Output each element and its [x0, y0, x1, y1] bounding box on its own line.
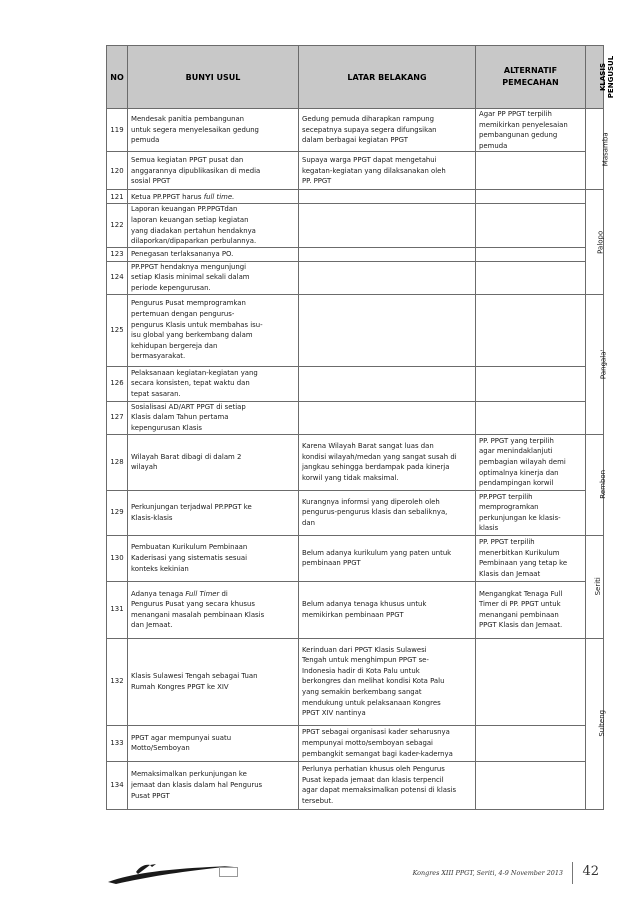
latar-belakang-cell	[299, 294, 476, 366]
bunyi-usul-cell: Pengurus Pusat memprogramkan pertemuan dengan pengurus- pengurus Klasis untuk membahas isu- isu global yang berkembang dalam kehidupan bergereja dan bermasyarakat.	[128, 294, 299, 366]
page-number: 42	[582, 864, 599, 879]
footer-box	[219, 867, 238, 877]
klasis-cell-palopo: Palopo	[586, 190, 604, 294]
table-row	[107, 761, 604, 809]
bunyi-usul-cell: Mendesak panitia pembangunan untuk segera menyelesaikan gedung pemuda	[128, 109, 299, 152]
row-number: 121	[107, 190, 128, 204]
row-number: 122	[107, 204, 128, 247]
bunyi-usul-cell: Perkunjungan terjadwal PP.PPGT ke Klasis-klasis	[128, 490, 299, 535]
table-row	[107, 190, 604, 204]
bunyi-usul-cell: Pembuatan Kurikulum Pembinaan Kaderisasi yang sistematis sesuai konteks kekinian	[128, 535, 299, 581]
latar-belakang-cell: Belum adanya kurikulum yang paten untuk pembinaan PPGT	[299, 535, 476, 581]
alternatif-cell	[476, 638, 586, 725]
bunyi-usul-cell: Adanya tenaga Full Timer di Pengurus Pusat yang secara khusus menangani masalah pembinaan Klasis dan Jemaat.	[128, 581, 299, 638]
alternatif-cell: PP.PPGT terpilih memprogramkan perkunjungan ke klasis- klasis	[476, 490, 586, 535]
klasis-cell-pangala: Pangala'	[586, 294, 604, 434]
proposal-table	[106, 45, 616, 810]
table-row	[107, 581, 604, 638]
row-number: 129	[107, 490, 128, 535]
header-klasis-pengusul: KLASIS PENGUSUL	[586, 46, 604, 109]
klasis-cell-rembon: Rembon	[586, 434, 604, 535]
row-number: 124	[107, 261, 128, 294]
table-row	[107, 294, 604, 366]
latar-belakang-cell	[299, 247, 476, 261]
alternatif-cell: Mengangkat Tenaga Full Timer di PP. PPGT untuk menangani pembinaan PPGT Klasis dan Jemaat.	[476, 581, 586, 638]
bunyi-usul-cell: Sosialisasi AD/ART PPGT di setiap Klasis dalam Tahun pertama kepengurusan Klasis	[128, 401, 299, 434]
latar-belakang-cell	[299, 401, 476, 434]
footer-caption: Kongres XIII PPGT, Seriti, 4-9 November 2013	[412, 869, 563, 877]
header-bunyi-usul: BUNYI USUL	[128, 46, 299, 109]
klasis-cell-seriti: Seriti	[586, 535, 604, 638]
header-alternatif-pemecahan: ALTERNATIF PEMECAHAN	[476, 46, 586, 109]
table-row	[107, 109, 604, 152]
klasis-cell-masamba: Masamba	[586, 109, 604, 190]
table-row	[107, 535, 604, 581]
alternatif-cell	[476, 366, 586, 401]
row-number: 133	[107, 725, 128, 761]
latar-belakang-cell: PPGT sebagai organisasi kader seharusnya mempunyai motto/semboyan sebagai pembangkit semangat bagi kader-kadernya	[299, 725, 476, 761]
table-row	[107, 204, 604, 247]
bunyi-usul-cell: Semua kegiatan PPGT pusat dan anggarannya dipublikasikan di media sosial PPGT	[128, 152, 299, 190]
row-number: 127	[107, 401, 128, 434]
row-number: 119	[107, 109, 128, 152]
table-row	[107, 247, 604, 261]
row-number: 131	[107, 581, 128, 638]
latar-belakang-cell: Perlunya perhatian khusus oleh Pengurus Pusat kepada jemaat dan klasis terpencil agar dapat memaksimalkan potensi di klasis tersebut.	[299, 761, 476, 809]
table-header-row	[107, 46, 604, 109]
alternatif-cell	[476, 152, 586, 190]
table-row	[107, 638, 604, 725]
alternatif-cell: PP. PPGT terpilih menerbitkan Kurikulum Pembinaan yang tetap ke Klasis dan Jemaat	[476, 535, 586, 581]
alternatif-cell	[476, 190, 586, 204]
bunyi-usul-cell: Klasis Sulawesi Tengah sebagai Tuan Rumah Kongres PPGT ke XIV	[128, 638, 299, 725]
table-row	[107, 490, 604, 535]
alternatif-cell: Agar PP PPGT terpilih memikirkan penyelesaian pembangunan gedung pemuda	[476, 109, 586, 152]
latar-belakang-cell: Kurangnya informsi yang diperoleh oleh pengurus-pengurus klasis dan sebaliknya, dan	[299, 490, 476, 535]
latar-belakang-cell: Karena Wilayah Barat sangat luas dan kondisi wilayah/medan yang sangat susah di jangkau sehingga berdampak pada kinerja korwil yang tidak maksimal.	[299, 434, 476, 490]
row-number: 134	[107, 761, 128, 809]
bunyi-usul-cell: Wilayah Barat dibagi di dalam 2 wilayah	[128, 434, 299, 490]
alternatif-cell	[476, 247, 586, 261]
header-latar-belakang: LATAR BELAKANG	[299, 46, 476, 109]
latar-belakang-cell: Gedung pemuda diharapkan rampung secepatnya supaya segera difungsikan dalam berbagai kegiatan PPGT	[299, 109, 476, 152]
table-row	[107, 434, 604, 490]
row-number: 132	[107, 638, 128, 725]
bunyi-usul-cell: PP.PPGT hendaknya mengunjungi setiap Klasis minimal sekali dalam periode kepengurusan.	[128, 261, 299, 294]
row-number: 125	[107, 294, 128, 366]
table-row	[107, 366, 604, 401]
table-row	[107, 261, 604, 294]
alternatif-cell	[476, 761, 586, 809]
latar-belakang-cell: Belum adanya tenaga khusus untuk memikirkan pembinaan PPGT	[299, 581, 476, 638]
table-row	[107, 401, 604, 434]
latar-belakang-cell	[299, 366, 476, 401]
bird-logo-icon	[106, 862, 236, 886]
row-number: 123	[107, 247, 128, 261]
latar-belakang-cell	[299, 204, 476, 247]
table-row	[107, 152, 604, 190]
bunyi-usul-cell: Laporan keuangan PP.PPGTdan laporan keuangan setiap kegiatan yang diadakan pertahun hendaknya dilaporkan/dipaparkan perbulannya.	[128, 204, 299, 247]
row-number: 128	[107, 434, 128, 490]
header-no: NO	[107, 46, 128, 109]
klasis-cell-sulteng: Sulteng	[586, 638, 604, 809]
row-number: 130	[107, 535, 128, 581]
bunyi-usul-cell: Pelaksanaan kegiatan-kegiatan yang secara konsisten, tepat waktu dan tepat sasaran.	[128, 366, 299, 401]
alternatif-cell	[476, 401, 586, 434]
bunyi-usul-cell: Ketua PP.PPGT harus full time.	[128, 190, 299, 204]
bunyi-usul-cell: PPGT agar mempunyai suatu Motto/Semboyan	[128, 725, 299, 761]
page-footer	[106, 858, 603, 898]
alternatif-cell: PP. PPGT yang terpilih agar menindaklanjuti pembagian wilayah demi optimalnya kinerja dan pendampingan korwil	[476, 434, 586, 490]
latar-belakang-cell: Kerinduan dari PPGT Klasis Sulawesi Tengah untuk menghimpun PPGT se- Indonesia hadir di Kota Palu untuk berkongres dan melihat kondisi Kota Palu yang semakin berkembang sangat mendukung untuk pelaksanaan Kongres PPGT XIV nantinya	[299, 638, 476, 725]
alternatif-cell	[476, 204, 586, 247]
latar-belakang-cell	[299, 190, 476, 204]
footer-divider	[572, 862, 573, 884]
alternatif-cell	[476, 294, 586, 366]
alternatif-cell	[476, 261, 586, 294]
row-number: 120	[107, 152, 128, 190]
latar-belakang-cell	[299, 261, 476, 294]
bunyi-usul-cell: Penegasan terlaksananya PO.	[128, 247, 299, 261]
bunyi-usul-cell: Memaksimalkan perkunjungan ke jemaat dan klasis dalam hal Pengurus Pusat PPGT	[128, 761, 299, 809]
table-row	[107, 725, 604, 761]
latar-belakang-cell: Supaya warga PPGT dapat mengetahui kegatan-kegiatan yang dilaksanakan oleh PP. PPGT	[299, 152, 476, 190]
alternatif-cell	[476, 725, 586, 761]
row-number: 126	[107, 366, 128, 401]
